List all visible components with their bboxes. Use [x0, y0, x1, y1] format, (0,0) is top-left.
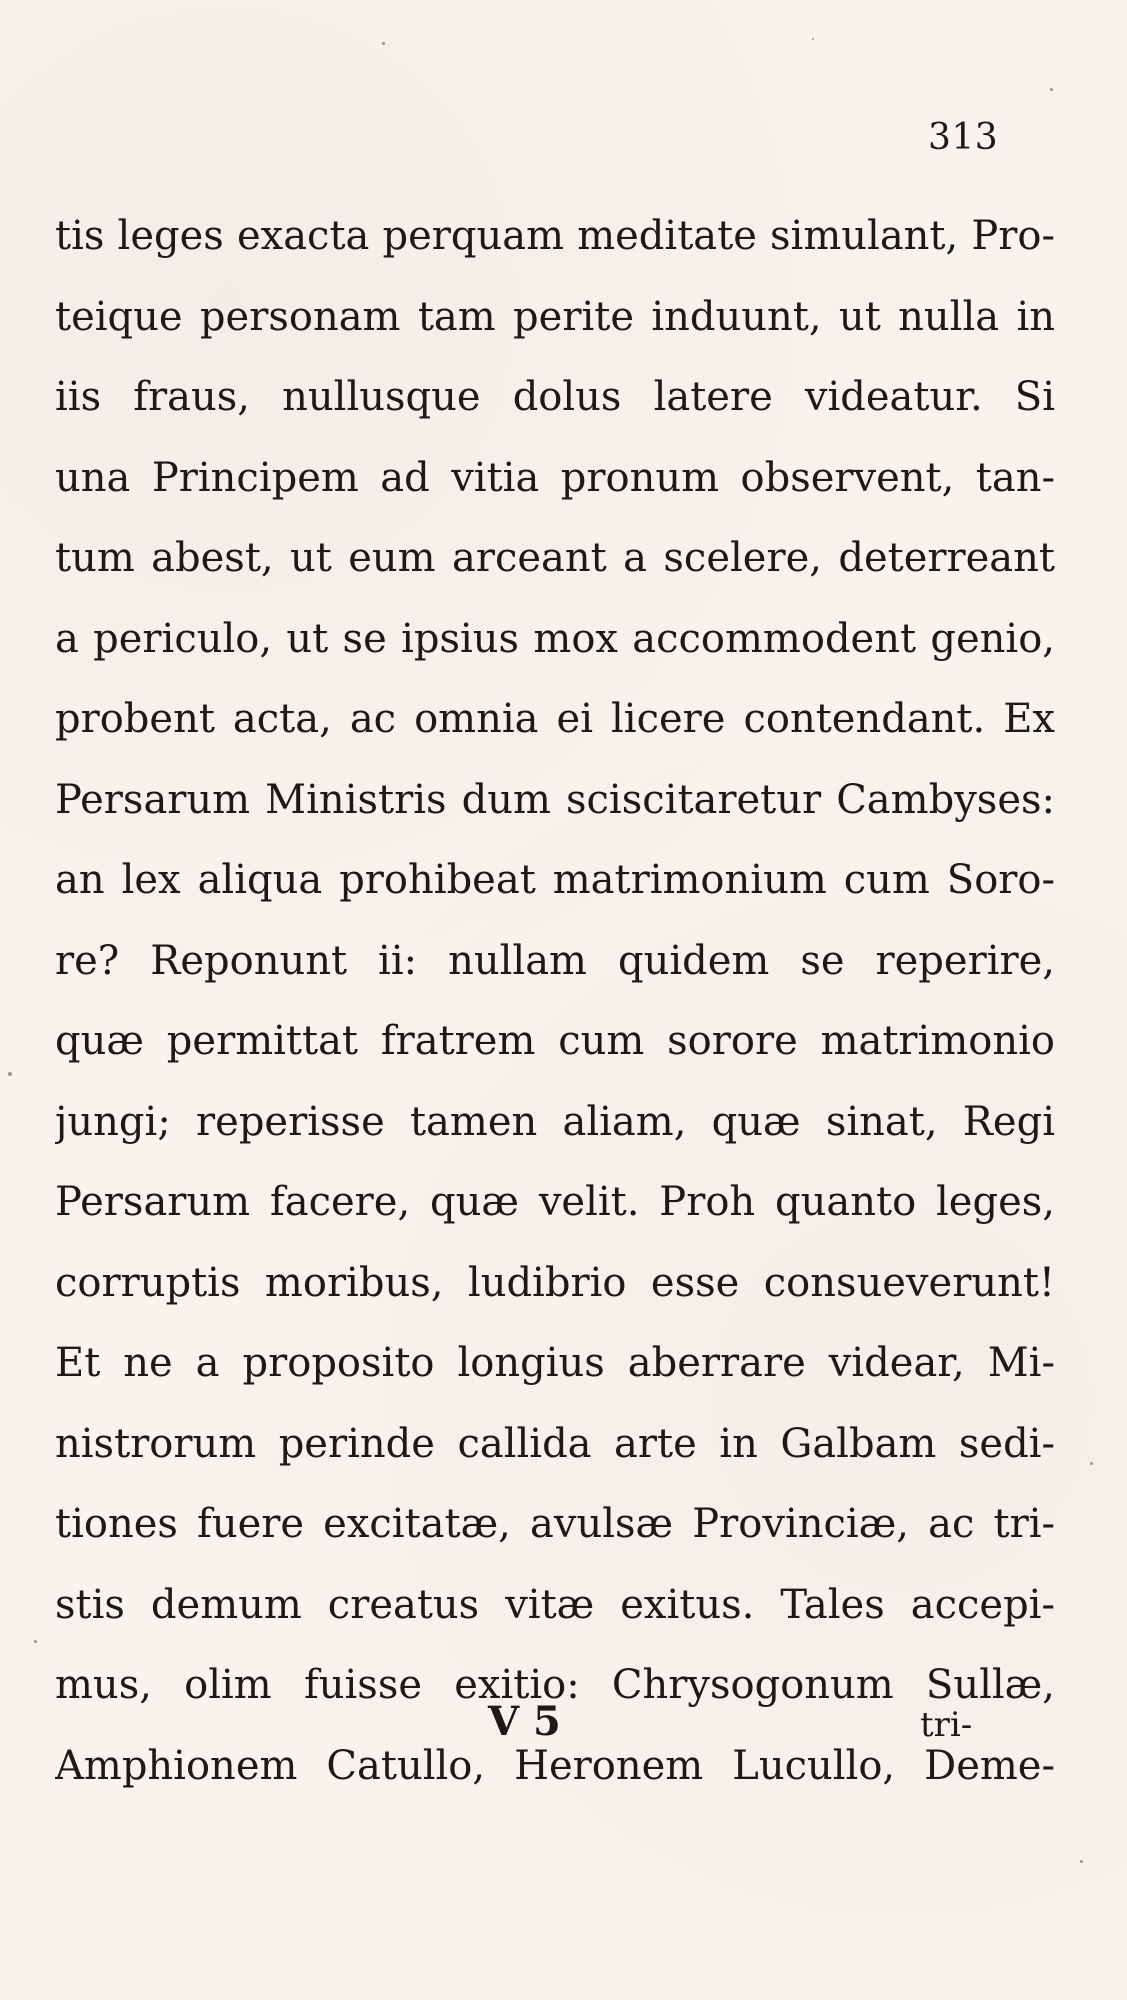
text-line: tum abest, ut eum arceant a scelere, deterreant — [55, 535, 1055, 581]
text-line: Amphionem Catullo, Heronem Lucullo, Deme- — [55, 1742, 1055, 1789]
catchword: tri- — [920, 1705, 973, 1745]
text-line: teique personam tam perite induunt, ut nulla in — [55, 293, 1055, 340]
text-line: nistrorum perinde callida arte in Galbam sedi- — [55, 1420, 1055, 1467]
text-line: re? Reponunt ii: nullam quidem se reperire, — [55, 937, 1055, 984]
text-line: an lex aliqua prohibeat matrimonium cum Soro- — [55, 857, 1055, 903]
paper-speck — [8, 1072, 12, 1076]
text-line: una Principem ad vitia pronum observent, tan- — [55, 454, 1055, 501]
paper-speck — [382, 42, 385, 45]
signature-mark: V 5 — [488, 1698, 561, 1745]
text-line: jungi; reperisse tamen aliam, quæ sinat, Regi — [55, 1098, 1055, 1145]
text-line: Et ne a proposito longius aberrare videar, Mi- — [55, 1340, 1055, 1386]
text-line: iis fraus, nullusque dolus latere videatur. Si — [55, 374, 1055, 420]
paper-speck — [34, 1640, 37, 1643]
text-line: Persarum Ministris dum sciscitaretur Cambyses: — [55, 776, 1055, 823]
text-line: tis leges exacta perquam meditate simulant, Pro- — [55, 213, 1055, 259]
page-number: 313 — [928, 117, 999, 158]
body-text — [55, 196, 1055, 1806]
text-line: probent acta, ac omnia ei licere contendant. Ex — [55, 696, 1055, 742]
paper-speck — [812, 38, 814, 40]
paper-speck — [1050, 88, 1053, 91]
paper-speck — [1090, 1462, 1093, 1465]
text-line: quæ permittat fratrem cum sorore matrimonio — [55, 1018, 1055, 1064]
text-line: mus, olim fuisse exitio: Chrysogonum Sullæ, — [55, 1662, 1055, 1708]
text-line: a periculo, ut se ipsius mox accommodent genio, — [55, 615, 1055, 662]
text-line: stis demum creatus vitæ exitus. Tales accepi- — [55, 1581, 1055, 1628]
paper-speck — [1080, 1860, 1083, 1863]
text-line: corruptis moribus, ludibrio esse consueverunt! — [55, 1259, 1055, 1306]
text-line: Persarum facere, quæ velit. Proh quanto leges, — [55, 1179, 1055, 1225]
text-line: tiones fuere excitatæ, avulsæ Provinciæ, ac tri- — [55, 1501, 1055, 1547]
